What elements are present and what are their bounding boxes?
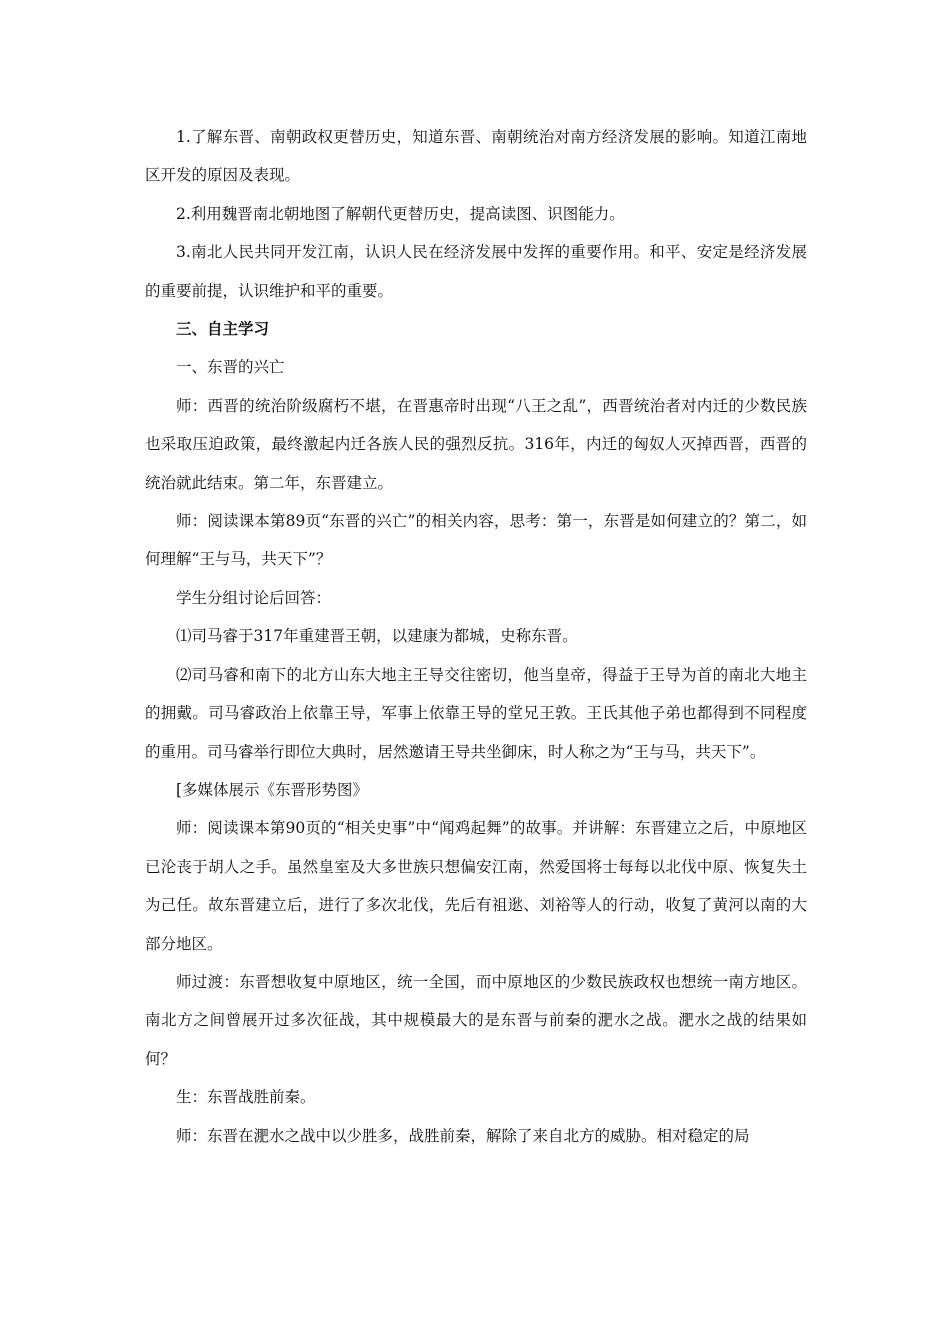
objective-paragraph-3: 3.南北人民共同开发江南，认识人民在经济发展中发挥的重要作用。和平、安定是经济发展的重要前提，认识维护和平的重要。: [145, 243, 807, 300]
teacher-transition-paragraph: 师过渡：东晋想收复中原地区，统一全国，而中原地区的少数民族政权也想统一南方地区。南北方之间曾展开过多次征战，其中规模最大的是东晋与前秦的淝水之战。淝水之战的结果如何？: [145, 972, 807, 1068]
subsection-heading-eastern-jin: 一、东晋的兴亡: [176, 358, 285, 377]
objective-paragraph-1: 1.了解东晋、南朝政权更替历史，知道东晋、南朝统治对南方经济发展的影响。知道江南地区开发的原因及表现。: [145, 128, 807, 185]
student-answer-paragraph: 生：东晋战胜前秦。: [176, 1088, 316, 1107]
section-heading-self-study: 三、自主学习: [176, 319, 270, 339]
student-discussion-intro: 学生分组讨论后回答：: [176, 588, 332, 607]
objective-paragraph-2: 2.利用魏晋南北朝地图了解朝代更替历史，提高读图、识图能力。: [176, 204, 625, 223]
document-body: [145, 118, 807, 1155]
teacher-paragraph-questions: 师：阅读课本第89页“东晋的兴亡”的相关内容，思考：第一，东晋是如何建立的？第二，如何理解“王与马，共天下”？: [145, 512, 807, 569]
teacher-paragraph-northern-expedition: 师：阅读课本第90页的“相关史事”中“闻鸡起舞”的故事。并讲解：东晋建立之后，中原地区已沦丧于胡人之手。虽然皇室及大多世族只想偏安江南，然爱国将士每每以北伐中原、恢复失土为己任。故东晋建立后，进行了多次北伐，先后有祖逖、刘裕等人的行动，收复了黄河以南的大部分地区。: [145, 819, 807, 953]
teacher-paragraph-feishui: 师：东晋在淝水之战中以少胜多，战胜前秦，解除了来自北方的威胁。相对稳定的局: [176, 1126, 750, 1145]
multimedia-note: [多媒体展示《东晋形势图》: [176, 780, 369, 799]
teacher-paragraph-western-jin: 师：西晋的统治阶级腐朽不堪，在晋惠帝时出现“八王之乱”，西晋统治者对内迁的少数民族也采取压迫政策，最终激起内迁各族人民的强烈反抗。316年，内迁的匈奴人灭掉西晋，西晋的统治就此结束。第二年，东晋建立。: [145, 396, 807, 492]
answer-paragraph-1: ⑴司马睿于317年重建晋王朝，以建康为都城，史称东晋。: [176, 627, 578, 646]
answer-paragraph-2: ⑵司马睿和南下的北方山东大地主王导交往密切，他当皇帝，得益于王导为首的南北大地主的拥戴。司马睿政治上依靠王导，军事上依靠王导的堂兄王敦。王氏其他子弟也都得到不同程度的重用。司马睿举行即位大典时，居然邀请王导共坐御床，时人称之为“王与马，共天下”。: [145, 665, 807, 761]
